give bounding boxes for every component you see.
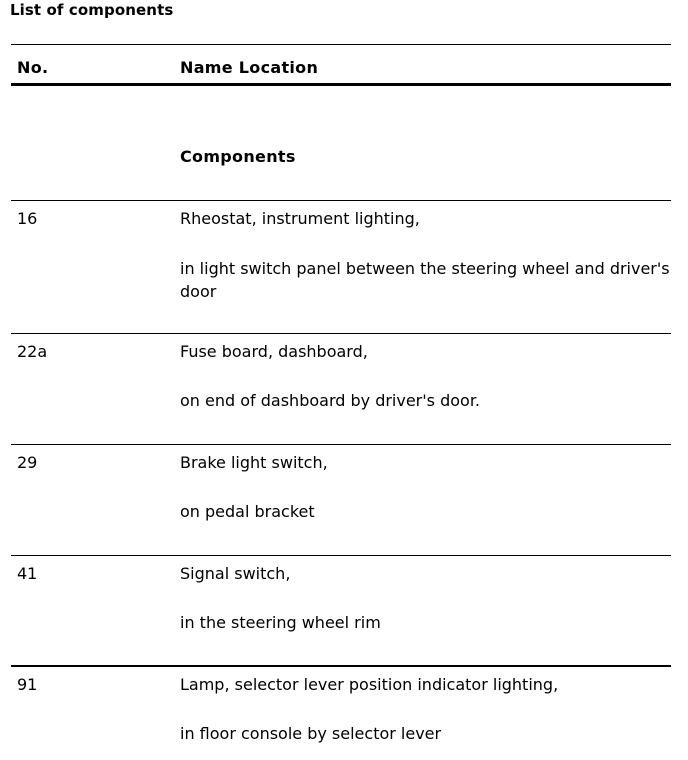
component-number: 91	[17, 675, 38, 694]
component-name: Rheostat, instrument lighting,	[180, 209, 420, 228]
row-divider	[11, 444, 671, 445]
component-location: in light switch panel between the steering wheel and driver's door	[180, 259, 670, 301]
component-number: 16	[17, 209, 38, 228]
row-divider	[11, 333, 671, 334]
row-divider	[11, 200, 671, 201]
table-top-rule	[11, 44, 671, 45]
component-name: Fuse board, dashboard,	[180, 342, 368, 361]
component-location: on end of dashboard by driver's door.	[180, 391, 481, 410]
component-location: on pedal bracket	[180, 502, 315, 521]
component-name: Brake light switch,	[180, 453, 328, 472]
component-name: Lamp, selector lever position indicator lighting,	[180, 675, 559, 694]
row-divider	[11, 555, 671, 556]
component-number: 22a	[17, 342, 48, 361]
row-divider	[11, 665, 671, 667]
header-no: No.	[17, 58, 49, 77]
header-bottom-rule	[11, 83, 671, 86]
component-name: Signal switch,	[180, 564, 291, 583]
document-title: List of components	[10, 1, 174, 19]
component-number: 29	[17, 453, 38, 472]
component-location: in floor console by selector lever	[180, 724, 442, 743]
header-name-location: Name Location	[180, 58, 319, 77]
section-heading: Components	[180, 147, 296, 166]
component-location: in the steering wheel rim	[180, 613, 381, 632]
component-number: 41	[17, 564, 38, 583]
